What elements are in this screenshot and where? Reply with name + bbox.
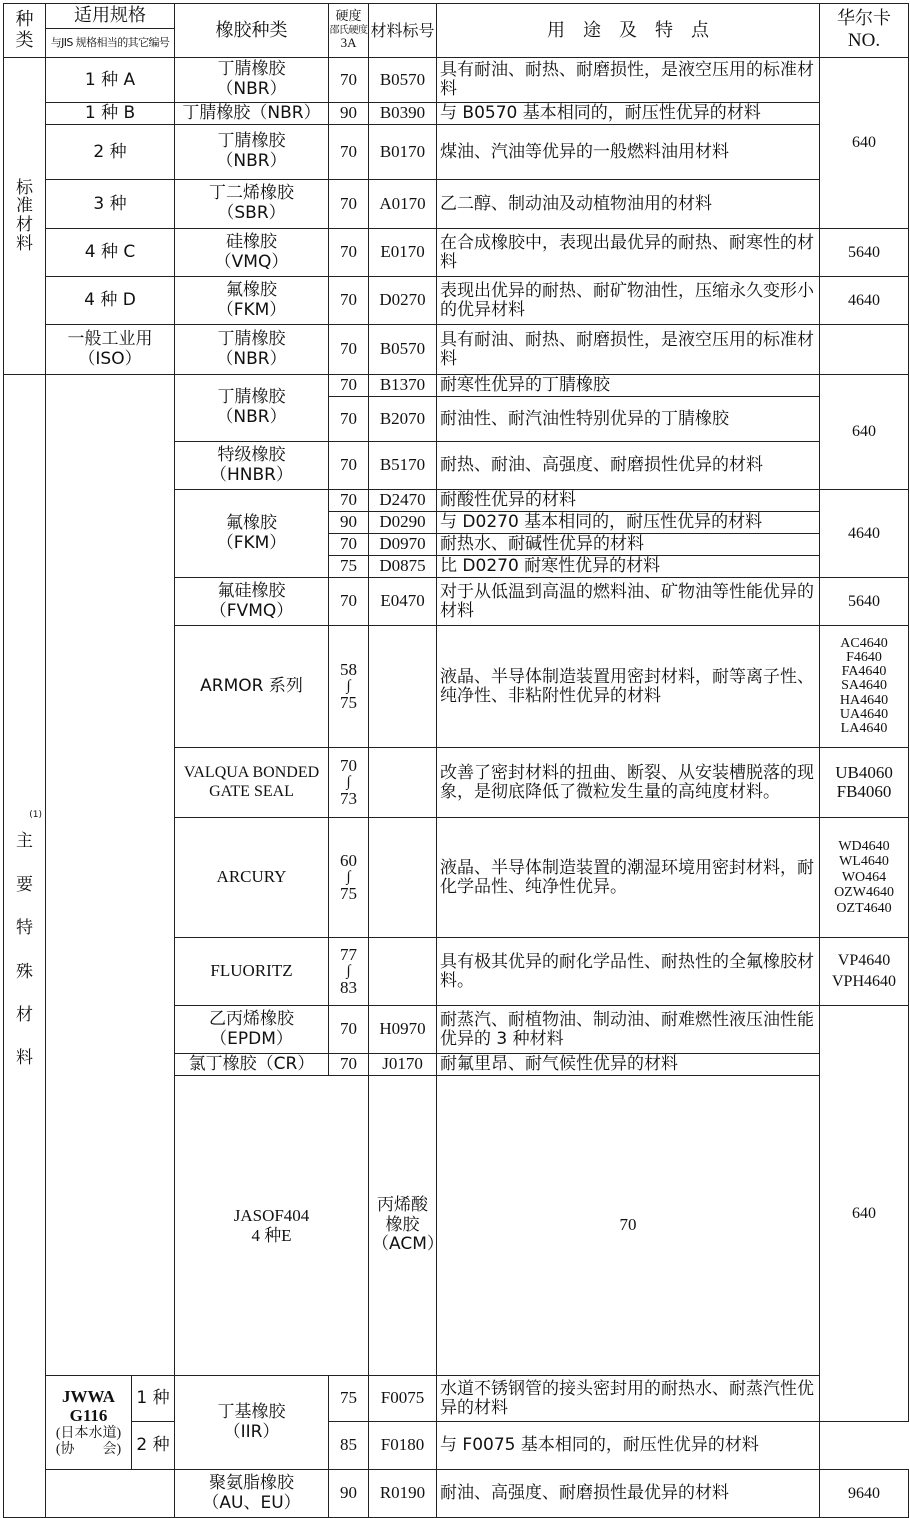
hardness-cell: 70 bbox=[329, 1006, 369, 1054]
spec-cell: JWWA G116 (日本水道) (协 会) bbox=[46, 1376, 132, 1470]
hardness-cell: 70 bbox=[329, 442, 369, 490]
header-spec bbox=[46, 4, 175, 58]
spec-cell: 4 种 D bbox=[46, 277, 175, 325]
rubber-cell: 丁基橡胶 （IIR） bbox=[175, 1376, 329, 1470]
valqua-cell: VP4640 VPH4640 bbox=[820, 938, 909, 1006]
hardness-cell: 75 bbox=[329, 1376, 369, 1422]
sub-spec-cell: 2 种 bbox=[132, 1422, 175, 1470]
spec-cell: JASOF404 4 种E bbox=[175, 1076, 369, 1376]
rubber-cell: ARCURY bbox=[175, 818, 329, 938]
hardness-cell: 70 bbox=[329, 490, 369, 512]
hardness-cell: 70 bbox=[329, 180, 369, 229]
spec-cell: 2 种 bbox=[46, 125, 175, 180]
rubber-material-table bbox=[3, 3, 909, 1518]
spec-cell: 1 种 A bbox=[46, 58, 175, 103]
table-row bbox=[4, 180, 909, 229]
hardness-cell: 90 bbox=[329, 103, 369, 125]
table-row bbox=[4, 1422, 909, 1470]
code-cell: B0390 bbox=[369, 103, 437, 125]
table-row bbox=[4, 229, 909, 277]
code-cell bbox=[369, 626, 437, 748]
rubber-cell: 丁腈橡胶（NBR） bbox=[175, 103, 329, 125]
valqua-cell: 640 bbox=[820, 1006, 909, 1422]
use-cell: 对于从低温到高温的燃料油、矿物油等性能优异的材料 bbox=[437, 578, 820, 626]
hardness-cell: 58 ∫ 75 bbox=[329, 626, 369, 748]
hardness-cell: 70 ∫ 73 bbox=[329, 748, 369, 818]
valqua-cell: 5640 bbox=[820, 229, 909, 277]
rubber-cell: 特级橡胶 （HNBR） bbox=[175, 442, 329, 490]
use-cell: 表现出优异的耐热、耐矿物油性，压缩永久变形小的优异材料 bbox=[437, 277, 820, 325]
code-cell: B2070 bbox=[369, 397, 437, 442]
use-cell: 水道不锈钢管的接头密封用的耐热水、耐蒸汽性优异的材料 bbox=[437, 1376, 820, 1422]
use-cell: 液晶、半导体制造装置用密封材料，耐等离子性、纯净性、非粘附性优异的材料 bbox=[437, 626, 820, 748]
code-cell: J0170 bbox=[369, 1054, 437, 1076]
table-row bbox=[4, 1470, 909, 1518]
use-cell: 耐酸性优异的材料 bbox=[437, 490, 820, 512]
use-cell: 耐蒸汽、耐植物油、制动油、耐难燃性液压油性能优异的 3 种材料 bbox=[437, 1006, 820, 1054]
rubber-cell: 丁腈橡胶 （NBR） bbox=[175, 375, 329, 442]
code-cell: B0570 bbox=[369, 325, 437, 375]
use-cell: 与 F0075 基本相同的，耐压性优异的材料 bbox=[437, 1422, 820, 1470]
code-cell: B0170 bbox=[369, 125, 437, 180]
use-cell: 耐寒性优异的丁腈橡胶 bbox=[437, 375, 820, 397]
code-cell: F0075 bbox=[369, 1376, 437, 1422]
header-use: 用 途 及 特 点 bbox=[437, 4, 820, 58]
header-spec-title: 适用规格 bbox=[46, 4, 174, 29]
use-cell: 液晶、半导体制造装置的潮湿环境用密封材料，耐化学品性、纯净性优异。 bbox=[437, 818, 820, 938]
code-cell: D0970 bbox=[369, 534, 437, 556]
spec-cell: 3 种 bbox=[46, 180, 175, 229]
valqua-cell: AC4640 F4640 FA4640 SA4640 HA4640 UA4640 LA4640 bbox=[820, 626, 909, 748]
rubber-cell: 聚氨脂橡胶 （AU、EU） bbox=[175, 1470, 329, 1518]
header-hardness: 硬度 邵氏硬度 3A bbox=[329, 4, 369, 58]
hardness-cell: 70 bbox=[437, 1076, 820, 1376]
rubber-cell: VALQUA BONDED GATE SEAL bbox=[175, 748, 329, 818]
table-header-row bbox=[4, 4, 909, 58]
hardness-cell: 90 bbox=[329, 512, 369, 534]
hardness-cell: 70 bbox=[329, 125, 369, 180]
code-cell: E0470 bbox=[369, 578, 437, 626]
code-cell: D0875 bbox=[369, 556, 437, 578]
code-cell: B1370 bbox=[369, 375, 437, 397]
use-cell: 比 D0270 耐寒性优异的材料 bbox=[437, 556, 820, 578]
code-cell bbox=[369, 748, 437, 818]
hardness-cell: 77 ∫ 83 bbox=[329, 938, 369, 1006]
header-valqua: 华尔卡 NO. bbox=[820, 4, 909, 58]
use-cell: 耐油、高强度、耐磨损性最优异的材料 bbox=[437, 1470, 820, 1518]
hardness-cell: 70 bbox=[329, 578, 369, 626]
spec-cell-empty bbox=[46, 1470, 175, 1518]
rubber-cell: 丁腈橡胶 （NBR） bbox=[175, 58, 329, 103]
use-cell: 与 D0270 基本相同的，耐压性优异的材料 bbox=[437, 512, 820, 534]
group-special-materials: (1) 主 要 特 殊 材 料 bbox=[4, 375, 46, 1518]
code-cell: E0170 bbox=[369, 229, 437, 277]
use-cell: 具有耐油、耐热、耐磨损性，是液空压用的标准材料 bbox=[437, 58, 820, 103]
header-rubber: 橡胶种类 bbox=[175, 4, 329, 58]
rubber-cell: 乙丙烯橡胶 （EPDM） bbox=[175, 1006, 329, 1054]
rubber-cell: 硅橡胶 （VMQ） bbox=[175, 229, 329, 277]
use-cell: 煤油、汽油等优异的一般燃料油用材料 bbox=[437, 125, 820, 180]
valqua-cell: 640 bbox=[820, 58, 909, 229]
rubber-cell: FLUORITZ bbox=[175, 938, 329, 1006]
use-cell: 乙二醇、制动油及动植物油用的材料 bbox=[437, 180, 820, 229]
valqua-cell: WD4640 WL4640 WO464 OZW4640 OZT4640 bbox=[820, 818, 909, 938]
spec-cell-empty bbox=[46, 375, 175, 1376]
table-row bbox=[4, 1376, 909, 1422]
table-row bbox=[4, 58, 909, 103]
code-cell: D2470 bbox=[369, 490, 437, 512]
spec-cell: 4 种 C bbox=[46, 229, 175, 277]
hardness-cell: 70 bbox=[329, 534, 369, 556]
rubber-cell: 氟橡胶 （FKM） bbox=[175, 490, 329, 578]
hardness-cell: 90 bbox=[329, 1470, 369, 1518]
valqua-cell-empty bbox=[820, 325, 909, 375]
table-row bbox=[4, 103, 909, 125]
spec-cell: 一般工业用 （ISO） bbox=[46, 325, 175, 375]
valqua-cell: 4640 bbox=[820, 277, 909, 325]
use-cell: 耐氟里昂、耐气候性优异的材料 bbox=[437, 1054, 820, 1076]
hardness-cell: 85 bbox=[329, 1422, 369, 1470]
hardness-cell: 70 bbox=[329, 277, 369, 325]
code-cell: B5170 bbox=[369, 442, 437, 490]
code-cell bbox=[369, 938, 437, 1006]
use-cell: 与 B0570 基本相同的，耐压性优异的材料 bbox=[437, 103, 820, 125]
use-cell: 具有极其优异的耐化学品性、耐热性的全氟橡胶材料。 bbox=[437, 938, 820, 1006]
rubber-cell: 丁腈橡胶 （NBR） bbox=[175, 125, 329, 180]
spec-cell: 1 种 B bbox=[46, 103, 175, 125]
use-cell: 在合成橡胶中，表现出最优异的耐热、耐寒性的材料 bbox=[437, 229, 820, 277]
use-cell: 耐油性、耐汽油性特别优异的丁腈橡胶 bbox=[437, 397, 820, 442]
valqua-cell: UB4060 FB4060 bbox=[820, 748, 909, 818]
header-code: 材料标号 bbox=[369, 4, 437, 58]
code-cell: D0270 bbox=[369, 277, 437, 325]
valqua-cell: 5640 bbox=[820, 578, 909, 626]
rubber-cell: ARMOR 系列 bbox=[175, 626, 329, 748]
rubber-cell: 氯丁橡胶（CR） bbox=[175, 1054, 329, 1076]
table-row bbox=[4, 325, 909, 375]
hardness-cell: 75 bbox=[329, 556, 369, 578]
valqua-cell: 9640 bbox=[820, 1470, 909, 1518]
code-cell: H0970 bbox=[369, 1006, 437, 1054]
table-row bbox=[4, 125, 909, 180]
hardness-cell: 70 bbox=[329, 229, 369, 277]
use-cell: 耐热、耐油、高强度、耐磨损性优异的材料 bbox=[437, 442, 820, 490]
code-cell: D0290 bbox=[369, 512, 437, 534]
rubber-cell: 丙烯酸橡胶 （ACM） bbox=[369, 1076, 437, 1376]
group-standard-materials: 标 准 材 料 bbox=[4, 58, 46, 375]
hardness-cell: 70 bbox=[329, 397, 369, 442]
header-kind: 种类 bbox=[4, 4, 46, 58]
code-cell bbox=[369, 818, 437, 938]
hardness-cell: 70 bbox=[329, 1054, 369, 1076]
code-cell: B0570 bbox=[369, 58, 437, 103]
use-cell: 耐热水、耐碱性优异的材料 bbox=[437, 534, 820, 556]
code-cell: R0190 bbox=[369, 1470, 437, 1518]
rubber-cell: 丁腈橡胶 （NBR） bbox=[175, 325, 329, 375]
hardness-cell: 70 bbox=[329, 325, 369, 375]
rubber-cell: 氟硅橡胶 （FVMQ） bbox=[175, 578, 329, 626]
header-spec-sub: 与JIS 规格相当的其它编号 bbox=[50, 36, 170, 49]
code-cell: F0180 bbox=[369, 1422, 437, 1470]
code-cell: A0170 bbox=[369, 180, 437, 229]
hardness-cell: 60 ∫ 75 bbox=[329, 818, 369, 938]
hardness-cell: 70 bbox=[329, 58, 369, 103]
table-row bbox=[4, 277, 909, 325]
sub-spec-cell: 1 种 bbox=[132, 1376, 175, 1422]
valqua-cell: 4640 bbox=[820, 490, 909, 578]
table-row bbox=[4, 375, 909, 397]
rubber-cell: 丁二烯橡胶 （SBR） bbox=[175, 180, 329, 229]
use-cell: 改善了密封材料的扭曲、断裂、从安装槽脱落的现象，是彻底降低了微粒发生量的高纯度材料。 bbox=[437, 748, 820, 818]
valqua-cell: 640 bbox=[820, 375, 909, 490]
use-cell: 具有耐油、耐热、耐磨损性，是液空压用的标准材料 bbox=[437, 325, 820, 375]
rubber-cell: 氟橡胶 （FKM） bbox=[175, 277, 329, 325]
hardness-cell: 70 bbox=[329, 375, 369, 397]
